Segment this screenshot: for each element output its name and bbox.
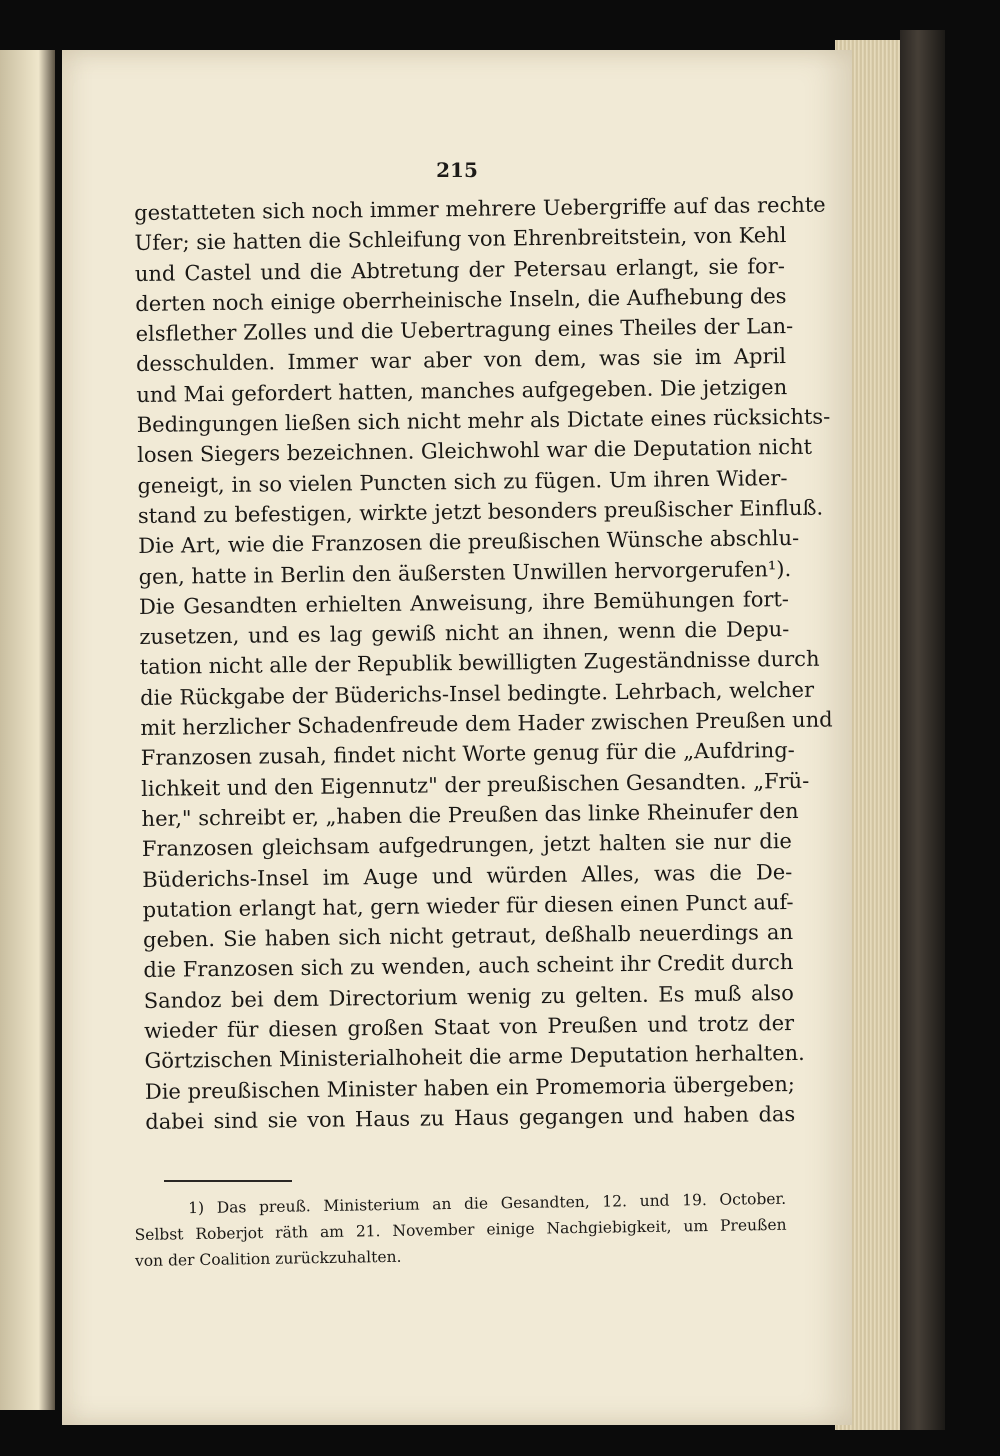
footnote	[134, 1186, 787, 1274]
text-line: elsflether Zolles und die Uebertragung eines Theiles der Lan-	[135, 314, 794, 347]
text-line: die Franzosen sich zu wenden, auch scheint ihr Credit durch	[143, 950, 794, 983]
book-cover-edge	[900, 30, 945, 1430]
text-line: geneigt, in so vielen Puncten sich zu fügen. Um ihren Wider-	[137, 465, 788, 498]
text-line: stand zu befestigen, wirkte jetzt besonders preußischer Einfluß.	[137, 495, 824, 528]
footnote-line: von der Coalition zurückzuhalten.	[134, 1247, 402, 1270]
text-line: Ufer; sie hatten die Schleifung von Ehrenbreitstein, von Kehl	[134, 223, 787, 256]
text-line: zusetzen, und es lag gewiß nicht an ihnen, wenn die Depu-	[139, 617, 790, 650]
text-line: Die Art, wie die Franzosen die preußischen Wünsche abschlu-	[138, 526, 800, 559]
footnote-rule	[164, 1180, 292, 1182]
previous-page-edge	[0, 50, 55, 1410]
text-line: geben. Sie haben sich nicht getraut, deßhalb neuerdings an	[142, 920, 794, 953]
text-line: Sandoz bei dem Directorium wenig zu gelten. Es muß also	[143, 980, 794, 1013]
page-number: 215	[436, 158, 478, 182]
text-line: her," schreibt er, „haben die Preußen das linke Rheinufer den	[141, 798, 799, 831]
text-line: Görtzischen Ministerialhoheit die arme Deputation herhalten.	[144, 1041, 805, 1074]
text-line: desschulden. Immer war aber von dem, was sie im April	[135, 344, 787, 377]
text-line: Bedingungen ließen sich nicht mehr als Dictate eines rücksichts-	[136, 404, 831, 438]
text-line: derten noch einige oberrheinische Inseln, die Aufhebung des	[135, 283, 787, 316]
book-page	[62, 50, 852, 1425]
footnote-line: 1) Das preuß. Ministerium an die Gesandten, 12. und 19. October.	[188, 1189, 787, 1218]
text-line: losen Siegers bezeichnen. Gleichwohl war die Deputation nicht	[136, 435, 813, 468]
text-line: mit herzlicher Schadenfreude dem Hader zwischen Preußen und	[140, 707, 833, 741]
text-line: dabei sind sie von Haus zu Haus gegangen und haben das	[145, 1101, 796, 1134]
text-line: Franzosen zusah, findet nicht Worte genug für die „Aufdring-	[140, 738, 795, 771]
text-line: putation erlangt hat, gern wieder für diesen einen Punct auf-	[142, 889, 794, 922]
text-line: gestatteten sich noch immer mehrere Uebergriffe auf das rechte	[134, 192, 826, 225]
footnote-line: Selbst Roberjot räth am 21. November einige Nachgiebigkeit, um Preußen	[134, 1215, 787, 1244]
text-line: die Rückgabe der Büderichs-Insel bedingte. Lehrbach, welcher	[139, 677, 815, 710]
text-line: Die Gesandten erhielten Anweisung, ihre Bemühungen fort-	[138, 586, 790, 619]
text-line: Die preußischen Minister haben ein Promemoria übergeben;	[144, 1071, 796, 1104]
text-line: und Mai gefordert hatten, manches aufgegeben. Die jetzigen	[136, 374, 788, 407]
text-line: und Castel und die Abtretung der Petersau erlangt, sie for-	[134, 253, 786, 286]
text-line: wieder für diesen großen Staat von Preußen und trotz der	[144, 1011, 795, 1043]
text-line: gen, hatte in Berlin den äußersten Unwillen hervorgerufen¹).	[138, 556, 792, 589]
text-line: lichkeit und den Eigennutz" der preußischen Gesandten. „Frü-	[141, 768, 810, 801]
text-line: Franzosen gleichsam aufgedrungen, jetzt halten sie nur die	[141, 829, 793, 862]
text-line: tation nicht alle der Republik bewilligten Zugeständnisse durch	[139, 647, 820, 680]
body-text	[134, 190, 833, 1137]
text-line: Büderichs-Insel im Auge und würden Alles, was die De-	[142, 859, 793, 892]
